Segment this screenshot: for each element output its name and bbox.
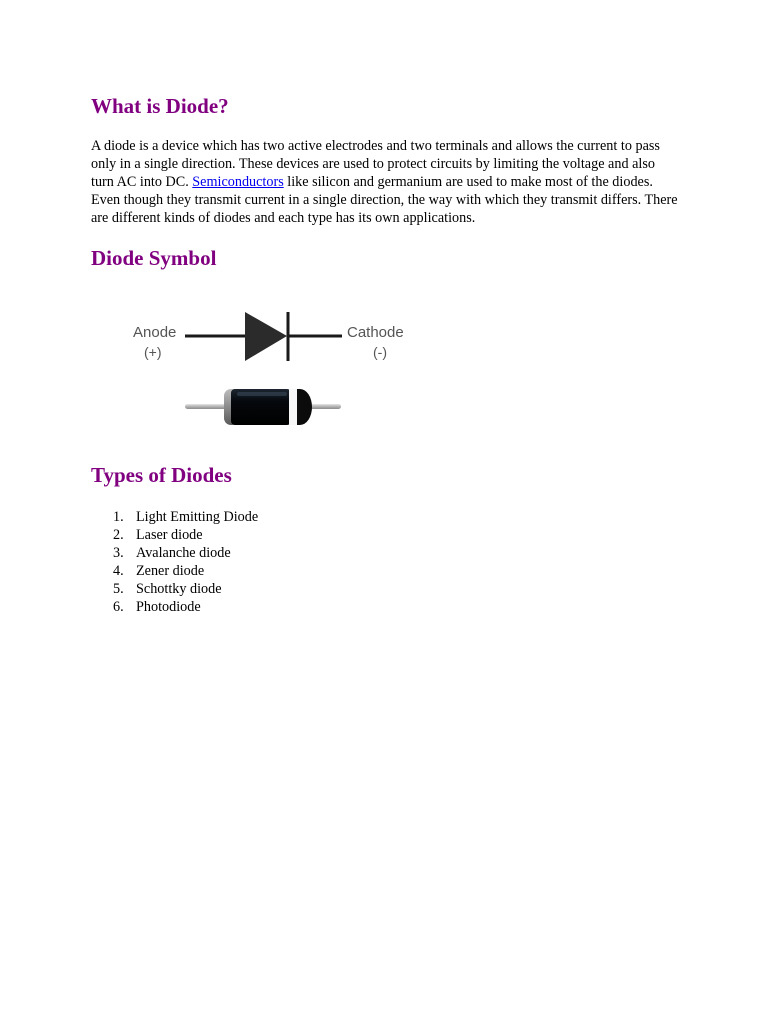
list-item-label: Light Emitting Diode	[136, 509, 259, 525]
intro-text-part-2: like silicon and germanium are used to make most of the diodes. Even though they transmit current in a single direction, the way with which they transmit differs. There are different kinds of diodes and each type has its own applications.	[91, 173, 678, 226]
intro-paragraph	[91, 138, 679, 228]
diode-triangle-icon	[245, 312, 287, 361]
list-item	[91, 527, 258, 545]
list-item-label: Schottky diode	[136, 580, 222, 597]
list-item-label: Zener diode	[136, 562, 205, 579]
list-item-label: Photodiode	[136, 598, 201, 615]
list-item	[91, 563, 258, 581]
list-item-label: Laser diode	[136, 526, 203, 543]
list-item	[91, 509, 258, 527]
diode-symbol-figure	[91, 288, 436, 448]
diode-symbol-graphic	[91, 288, 436, 448]
diode-component-icon	[185, 389, 341, 425]
list-item-number: 2.	[113, 526, 124, 543]
list-item-number: 3.	[113, 544, 124, 561]
list-item-number: 4.	[113, 562, 124, 579]
heading-types-of-diodes: Types of Diodes	[91, 463, 232, 487]
list-item-number: 5.	[113, 580, 124, 597]
anode-sign: (+)	[144, 344, 162, 360]
cathode-sign: (-)	[373, 344, 387, 360]
cathode-label: Cathode	[347, 324, 404, 341]
list-item	[91, 599, 258, 617]
list-item-label: Avalanche diode	[136, 544, 231, 561]
list-item	[91, 581, 258, 599]
diode-types-list	[91, 509, 258, 616]
heading-what-is-diode: What is Diode?	[91, 94, 229, 118]
heading-diode-symbol: Diode Symbol	[91, 246, 217, 270]
intro-text-part-1: A diode is a device which has two active electrodes and two terminals and allows the current to pass only in a single direction. These devices are used to protect circuits by limiting the voltage and also turn AC into DC.	[91, 138, 660, 190]
list-item-number: 1.	[113, 509, 124, 525]
anode-label: Anode	[133, 324, 177, 341]
semiconductors-link[interactable]: Semiconductors	[192, 173, 284, 190]
list-item	[91, 545, 258, 563]
list-item-number: 6.	[113, 598, 124, 615]
